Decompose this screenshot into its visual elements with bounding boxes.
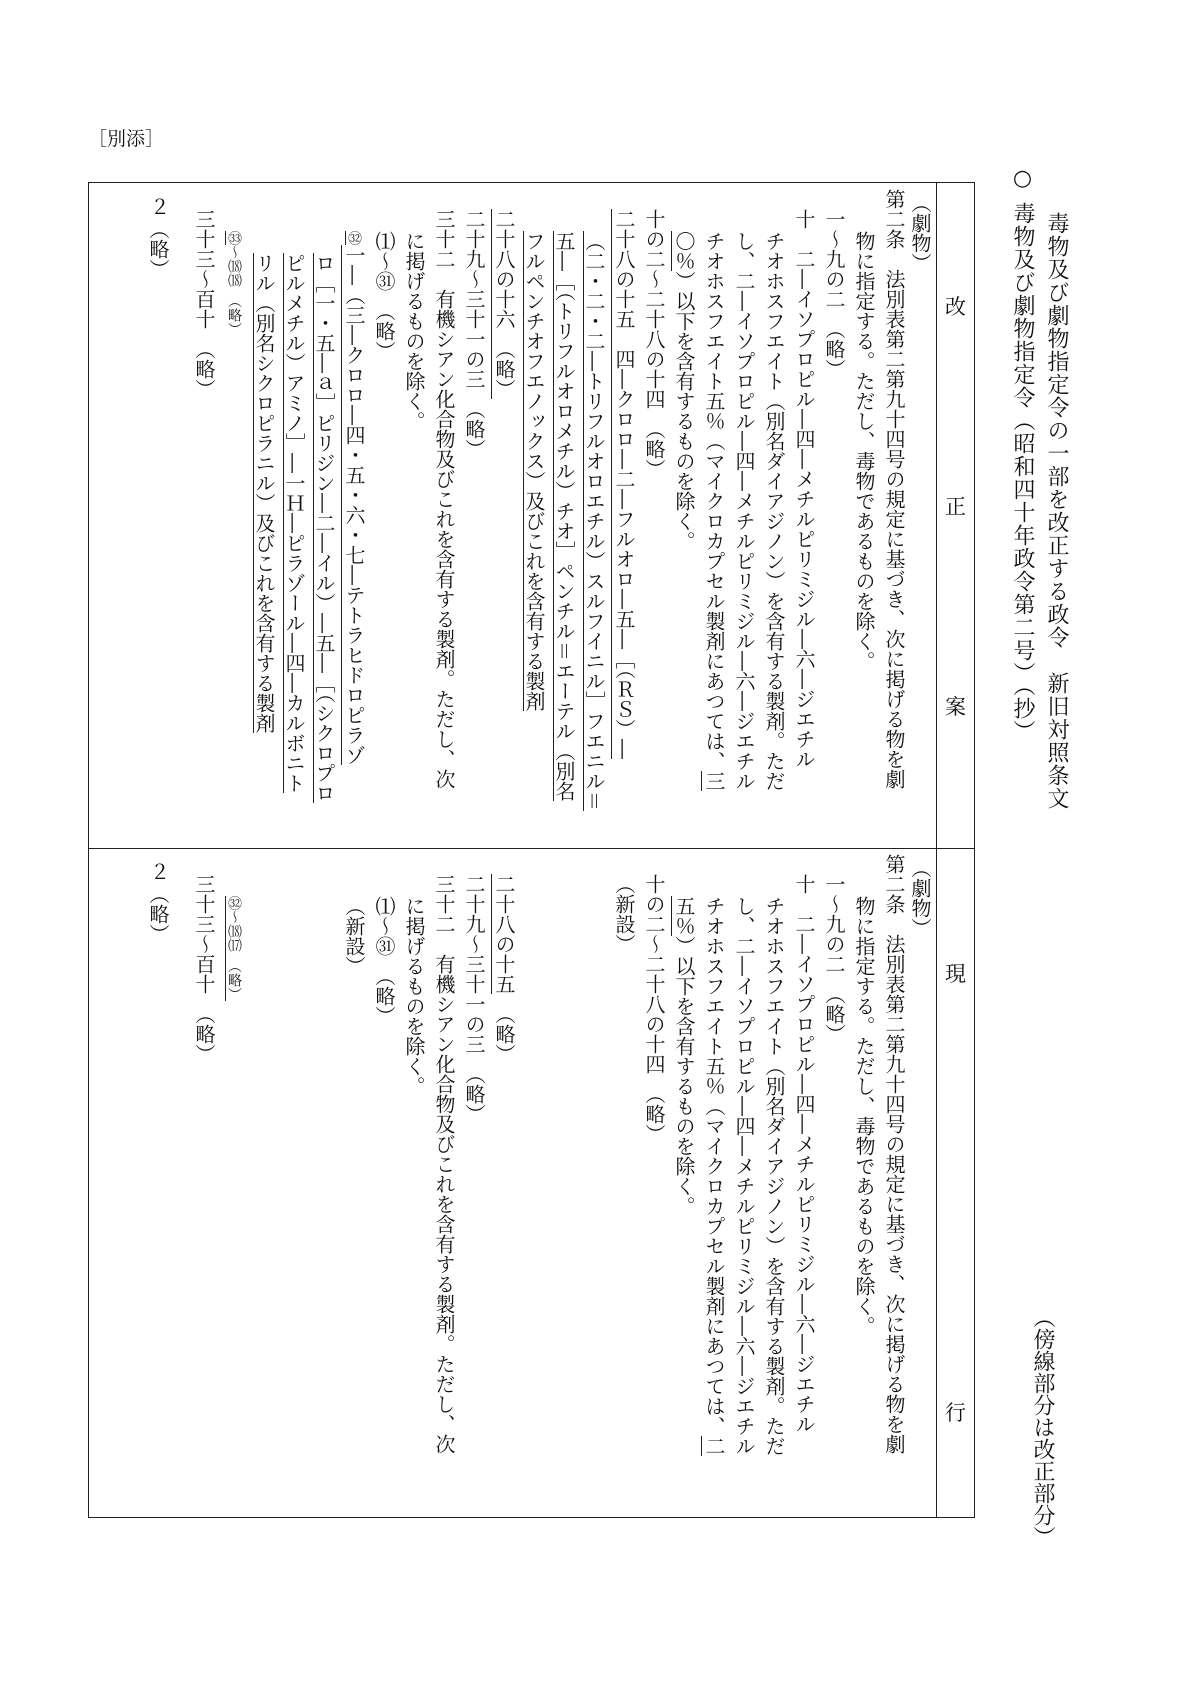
cur-item-29-31: 二十九～三十一の三 （略） [462,874,486,1124]
rev-paragraph-2-abbr: （略） [146,219,170,279]
rev-item-28-16 [494,209,514,399]
cur-item-10-d2: 二 [702,1436,726,1456]
rev-sub-33-188-rest: ～⒅⒅ （略） [226,245,242,336]
cur-item-10-e [674,896,694,1216]
rev-item-28-15-d: フルペンチオフエノックス）及びこれを含有する製剤 [522,231,546,711]
cur-art2-a: 第二条 法別表第二第九十四号の規定に基づき、次に掲げる物を劇 [882,854,906,1454]
rev-heading: （劇物） [908,193,932,273]
cur-item-10-a: 十 二―イソプロピル―四―メチルピリミジル―六―ジエチル [792,874,816,1434]
comparison-table [88,182,975,1518]
cur-sub-1-31: ⑴～㉛ （略） [372,896,396,1026]
rev-item-10-b: チオホスフエイト（別名ダイアジノン）を含有する製剤。ただ [762,231,786,791]
cur-art2-b: 物に指定する。ただし、毒物であるものを除く。 [852,896,876,1336]
rev-item-28-16-text: 二十八の十六 （略） [492,209,516,399]
cur-item-1-9: 一～九の二 （略） [822,874,846,1044]
amendment-note: （傍線部分は改正部分） [1030,1306,1055,1548]
cur-item-10-c: し、二―イソプロピル―四―メチルピリミジル―六―ジエチル [732,896,756,1456]
cur-item-32-a: 三十二 有機シアン化合物及びこれを含有する製剤。ただし、次 [432,874,456,1454]
cur-item-10-d1: チオホスフエイト五％（マイクロカプセル製剤にあつては、 [702,896,726,1436]
title-bullet: ○ [1010,166,1035,192]
rev-item-10-a: 十 二―イソプロピル―四―メチルピリミジル―六―ジエチル [792,209,816,769]
cur-paragraph-2: ２ [150,860,170,884]
rev-item-28-15-a1: 二十八の十五 [612,209,636,329]
cur-sub-32-187 [224,896,244,1001]
header-revised-char3: 案 [945,695,966,719]
rev-sub-33-mark: ㉝ [226,231,242,245]
cur-item-10b: 十の二～二十八の十四 （略） [642,874,666,1144]
attachment-label: ［別添］ [88,128,165,150]
rev-sub-32-mark: ㉜ [346,231,362,245]
rev-item-32-b: に掲げるものを除く。 [402,231,426,431]
rev-sub-32-c: ピルメチル）アミノ］―一Ｈ―ピラゾール―四―カルボニト [282,253,306,793]
header-column [936,183,974,1517]
rev-item-32-a: 三十二 有機シアン化合物及びこれを含有する製剤。ただし、次 [432,209,456,789]
rev-sub-32-d: リル（別名シクロピラニル）及びこれを含有する製剤 [252,253,276,733]
header-current-char1: 現 [945,962,966,986]
rev-art2-b: 物に指定する。ただし、毒物であるものを除く。 [852,231,876,671]
cur-item-10-d [704,896,724,1456]
revised-panel [91,183,936,848]
cur-shinsetsu-1: （新設） [612,874,636,954]
cur-item-10-b: チオホスフエイト（別名ダイアジノン）を含有する製剤。ただ [762,896,786,1456]
cur-paragraph-2-abbr: （略） [146,884,170,944]
rev-item-28-15-b: （二・二・二―トリフルオロエチル）スルフイニル］フエニル＝ [582,231,606,811]
header-revised-char1: 改 [945,295,966,319]
rev-item-10-e1: 〇％ [672,231,696,271]
rev-item-10-d [704,231,724,791]
rev-item-1-9: 一～九の二 （略） [822,209,846,379]
rev-item-10-e [674,231,694,551]
rev-sub-1-31: ⑴～㉛ （略） [372,231,396,361]
rev-paragraph-2: ２ [150,195,170,219]
cur-item-10-e2: ）以下を含有するものを除く。 [672,936,696,1216]
rev-sub-33-188 [224,231,244,336]
header-current-char2: 行 [945,1401,966,1425]
cur-item-28-15 [494,874,514,1064]
cur-item-28-15-a2: （略） [492,994,516,1064]
rev-item-28-15-a [614,209,634,759]
cur-item-32-b: に掲げるものを除く。 [402,896,426,1096]
title-line2: 毒物及び劇物指定令（昭和四十年政令第二号）（抄） [1010,202,1035,743]
rev-item-10-c: し、二―イソプロピル―四―メチルピリミジル―六―ジエチル [732,231,756,791]
header-revised-char2: 正 [945,495,966,519]
rev-item-10-d1: チオホスフエイト五％（マイクロカプセル製剤にあつては、 [702,231,726,771]
rev-item-28-15-a2: 四―クロロ―二―フルオロ―五―［（ＲＳ）― [612,329,636,759]
rev-sub-32-a [344,231,364,765]
rev-item-28-15-c: 五―［（トリフルオロメチル）チオ］ペンチル＝エーテル（別名 [552,231,576,801]
cur-heading: （劇物） [908,858,932,938]
title-line1: 毒物及び劇物指定令の一部を改正する政令 新旧対照条文 [1044,212,1069,810]
rev-item-29-31: 二十九～三十一の三 （略） [462,209,486,459]
rev-item-10-e2: ）以下を含有するものを除く。 [672,271,696,551]
cur-sub-32-mark: ㉜ [226,896,242,910]
rev-item-33-110: 三十三～百十 （略） [192,209,216,399]
cur-item-28-15-a1: 二十八の十五 [492,874,516,994]
rev-art2-a: 第二条 法別表第二第九十四号の規定に基づき、次に掲げる物を劇 [882,189,906,789]
cur-item-33-110: 三十三～百十 （略） [192,874,216,1064]
current-panel [91,848,936,1517]
rev-sub-32-a-text: 一―（三―クロロ―四・五・六・七―テトラヒドロピラゾ [342,245,366,765]
cur-item-10-e1: 五％ [672,896,696,936]
rev-sub-32-b: ロ［一・五―ａ］ピリジン―二―イル）―五―［（シクロプロ [312,253,336,803]
cur-sub-32-187-rest: ～⒅⒄ （略） [226,910,242,1001]
rev-item-10b: 十の二～二十八の十四 （略） [642,209,666,479]
cur-shinsetsu-2: （新設） [342,896,366,976]
rev-item-10-d2: 三 [702,771,726,791]
